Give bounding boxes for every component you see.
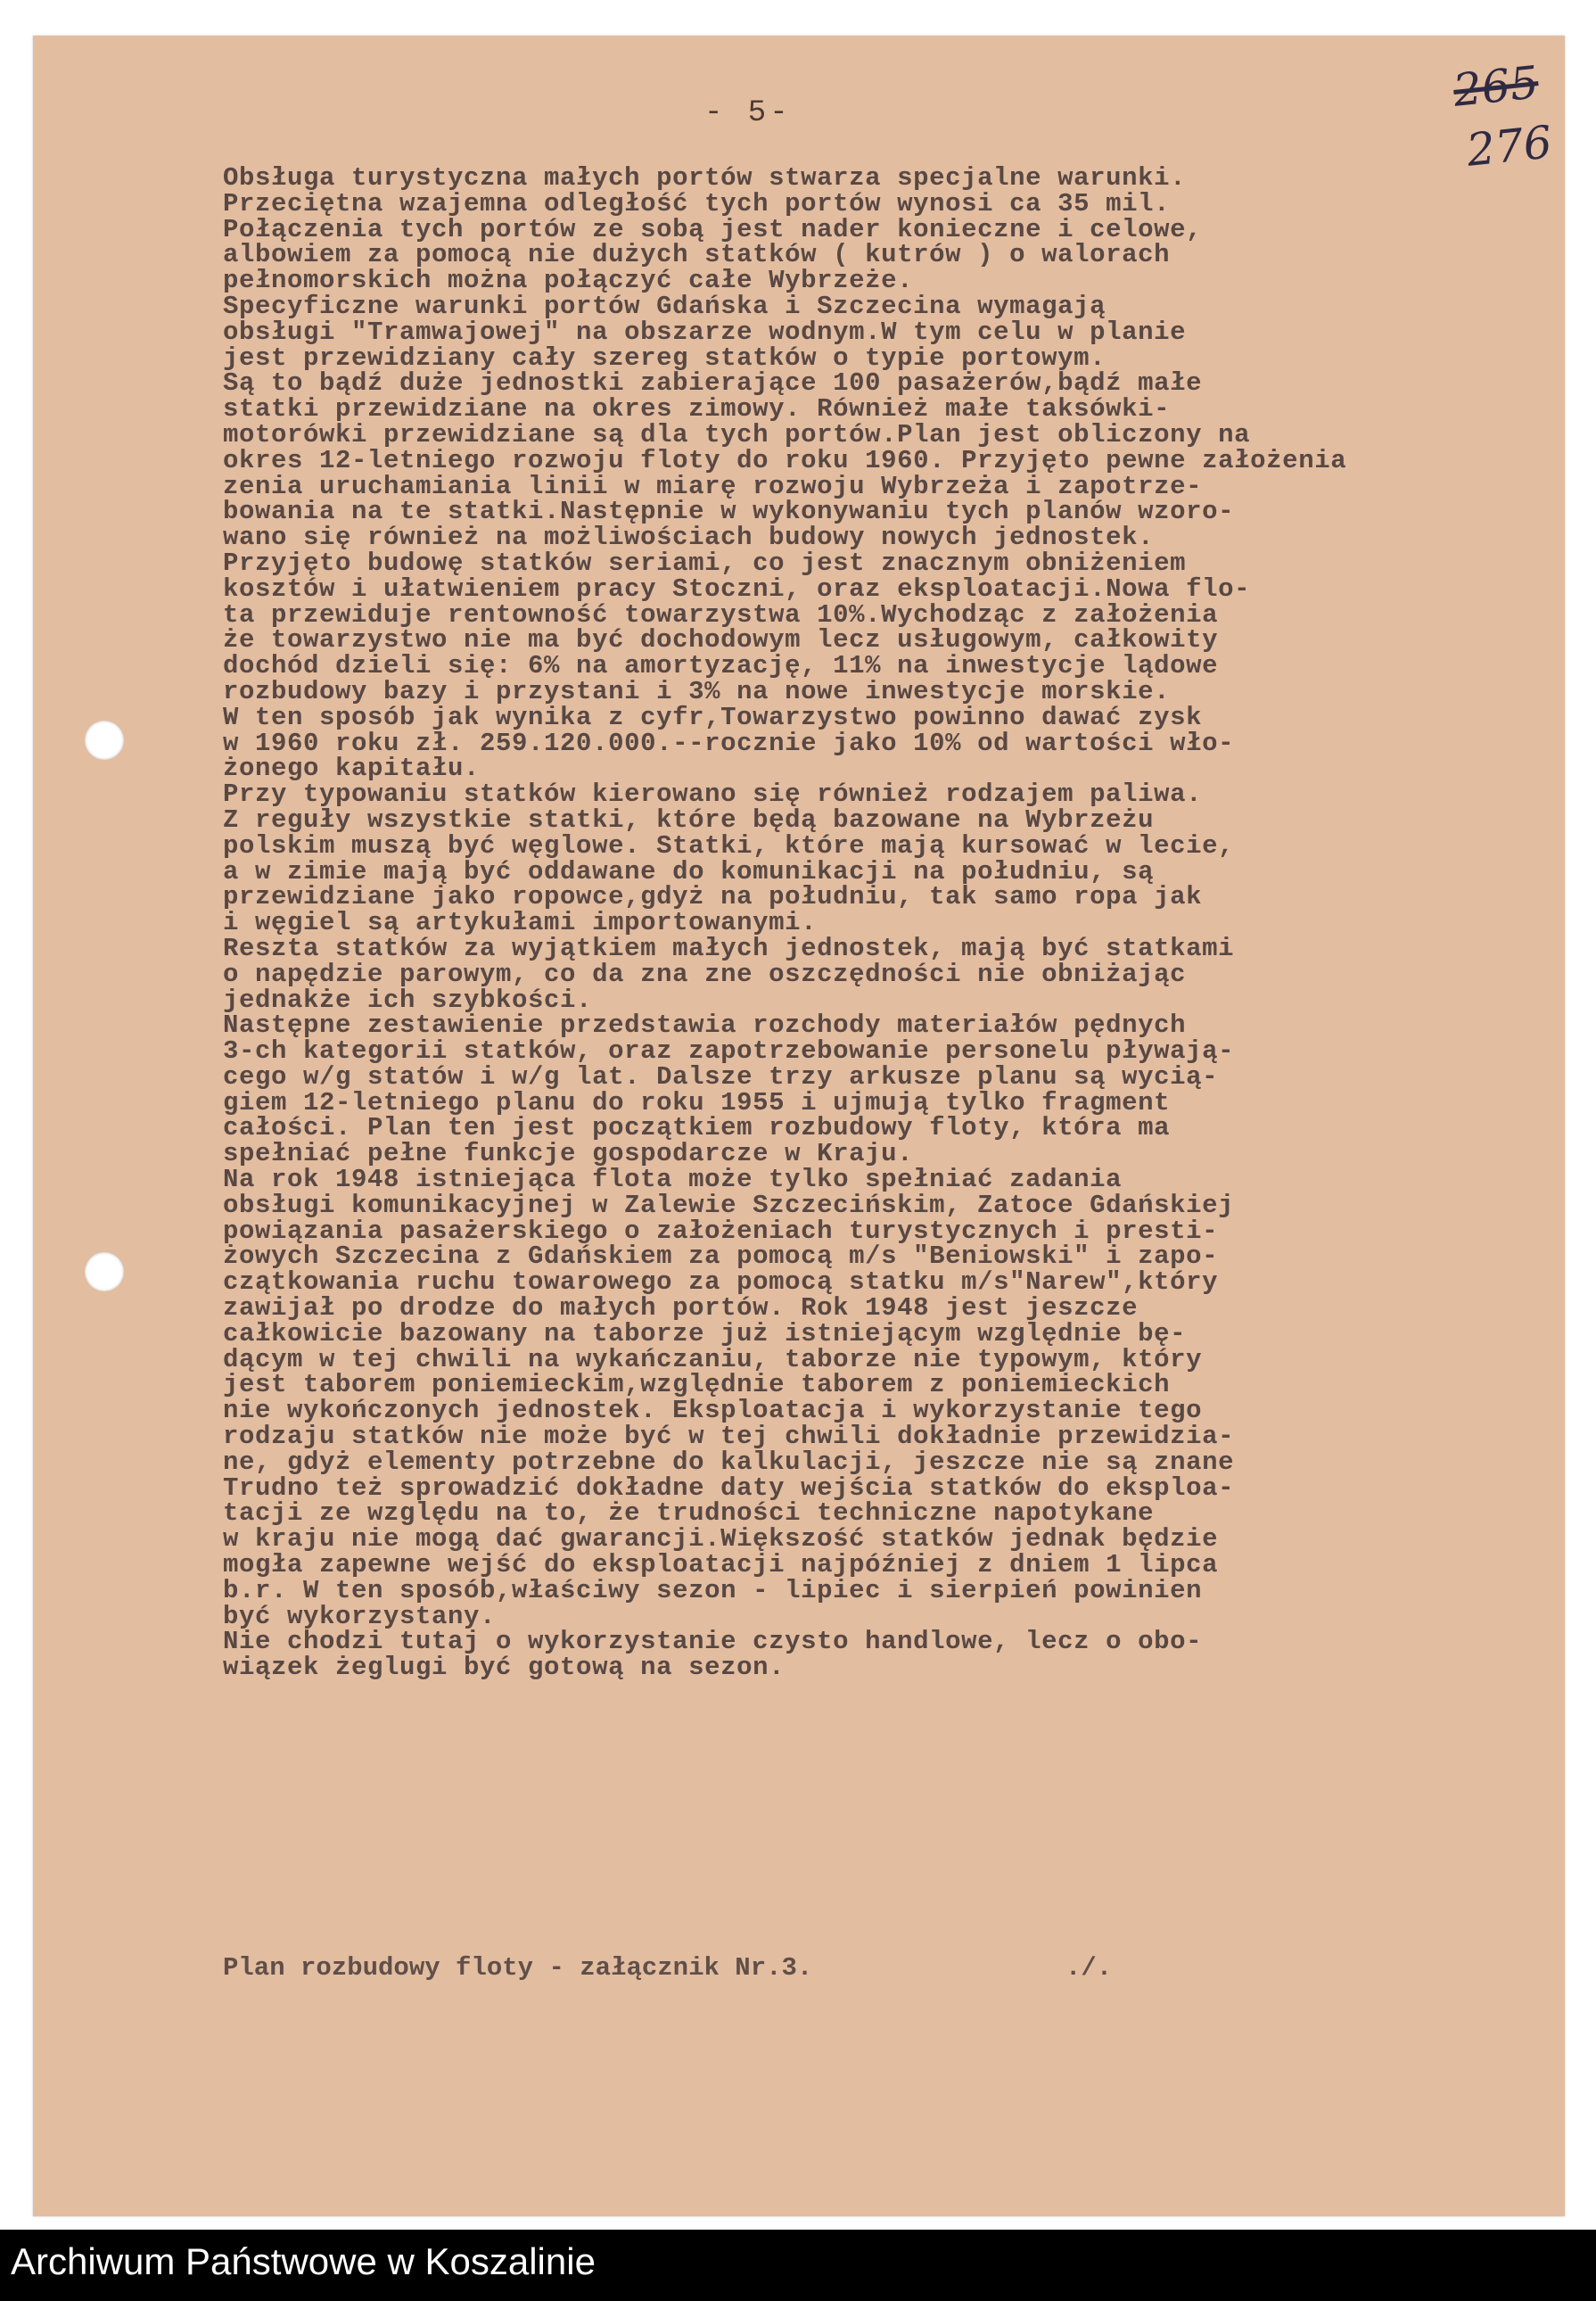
text-line: Połączenia tych portów ze sobą jest nader konieczne i celowe, bbox=[223, 214, 1203, 244]
text-line: pełnomorskich można połączyć całe Wybrzeże. bbox=[223, 266, 914, 296]
text-line: całości. Plan ten jest początkiem rozbudowy floty, która ma bbox=[223, 1113, 1171, 1143]
text-line: w kraju nie mogą dać gwarancji.Większość statków jednak będzie bbox=[223, 1524, 1219, 1555]
archive-number: 276 bbox=[1464, 116, 1555, 177]
text-line: zenia uruchamiania linii w miarę rozwoju Wybrzeża i zapotrze- bbox=[223, 471, 1203, 501]
text-line: Z reguły wszystkie statki, które będą bazowane na Wybrzeżu bbox=[223, 804, 1155, 835]
text-line: dącym w tej chwili na wykańczaniu, taborze nie typowym, który bbox=[223, 1344, 1203, 1374]
text-line: Specyficzne warunki portów Gdańska i Szczecina wymagają bbox=[223, 291, 1107, 321]
text-line: dochód dzieli się: 6% na amortyzację, 11% na inwestycje lądowe bbox=[223, 651, 1219, 681]
text-line: polskim muszą być węglowe. Statki, które mają kursować w lecie, bbox=[223, 830, 1235, 861]
text-line: kosztów i ułatwieniem pracy Stoczni, oraz eksploatacji.Nowa flo- bbox=[223, 573, 1251, 604]
text-line: jest przewidziany cały szereg statków o typie portowym. bbox=[223, 342, 1107, 373]
text-line: Obsługa turystyczna małych portów stwarza specjalne warunki. bbox=[223, 163, 1187, 193]
text-line: jednakże ich szybkości. bbox=[223, 985, 593, 1015]
archive-number-crossed: 265 bbox=[1451, 56, 1542, 117]
typed-letter-body bbox=[223, 163, 1489, 1683]
text-line: ne, gdyż elementy potrzebne do kalkulacji, jeszcze nie są znane bbox=[223, 1447, 1235, 1477]
text-line: rozbudowy bazy i przystani i 3% na nowe inwestycje morskie. bbox=[223, 676, 1171, 706]
text-line: powiązania pasażerskiego o założeniach turystycznych i presti- bbox=[223, 1216, 1219, 1246]
text-line: nie wykończonych jednostek. Eksploatacja i wykorzystanie tego bbox=[223, 1396, 1203, 1426]
text-line: Są to bądź duże jednostki zabierające 100 pasażerów,bądź małe bbox=[223, 368, 1203, 399]
text-line: spełniać pełne funkcje gospodarcze w Kraju. bbox=[223, 1139, 914, 1169]
text-line: obsługi komunikacyjnej w Zalewie Szczecińskim, Zatoce Gdańskiej bbox=[223, 1190, 1235, 1220]
punch-hole-bottom bbox=[85, 1252, 124, 1291]
text-line: i węgiel są artykułami importowanymi. bbox=[223, 908, 818, 938]
archive-footer bbox=[0, 2230, 1596, 2301]
text-line: ta przewiduje rentowność towarzystwa 10%.Wychodząc z założenia bbox=[223, 599, 1219, 630]
text-line: Przyjęto budowę statków seriami, co jest znacznym obniżeniem bbox=[223, 548, 1187, 578]
text-line: tacji ze względu na to, że trudności techniczne napotykane bbox=[223, 1498, 1155, 1529]
text-line: Trudno też sprowadzić dokładne daty wejścia statków do eksploa- bbox=[223, 1472, 1235, 1503]
text-line: wiązek żeglugi być gotową na sezon. bbox=[223, 1653, 786, 1683]
text-line: żowych Szczecina z Gdańskiem za pomocą m/s "Beniowski" i zapo- bbox=[223, 1241, 1219, 1272]
text-line: okres 12-letniego rozwoju floty do roku 1960. Przyjęto pewne założenia bbox=[223, 445, 1347, 475]
text-line: bowania na te statki.Następnie w wykonywaniu tych planów wzoro- bbox=[223, 497, 1235, 527]
text-line: całkowicie bazowany na taborze już istniejącym względnie bę- bbox=[223, 1318, 1187, 1348]
text-line: 3-ch kategorii statków, oraz zapotrzebowanie personelu pływają- bbox=[223, 1036, 1235, 1067]
text-line: wano się również na możliwościach budowy nowych jednostek. bbox=[223, 523, 1155, 553]
text-line: być wykorzystany. bbox=[223, 1601, 497, 1631]
text-line: cego w/g statów i w/g lat. Dalsze trzy arkusze planu są wycią- bbox=[223, 1061, 1219, 1092]
text-line: w 1960 roku zł. 259.120.000.--rocznie jako 10% od wartości wło- bbox=[223, 728, 1235, 758]
text-line: albowiem za pomocą nie dużych statków ( kutrów ) o walorach bbox=[223, 240, 1171, 270]
text-line: Przy typowaniu statków kierowano się również rodzajem paliwa. bbox=[223, 779, 1203, 810]
text-line: a w zimie mają być oddawane do komunikacji na południu, są bbox=[223, 856, 1155, 887]
text-line: rodzaju statków nie może być w tej chwili dokładnie przewidzia- bbox=[223, 1422, 1235, 1452]
text-line: motorówki przewidziane są dla tych portów.Plan jest obliczony na bbox=[223, 419, 1251, 449]
text-line: przewidziane jako ropowce,gdyż na południu, tak samo ropa jak bbox=[223, 882, 1203, 912]
attachment-reference: Plan rozbudowy floty - załącznik Nr.3. bbox=[223, 1953, 813, 1983]
punch-hole-top bbox=[85, 721, 124, 760]
text-line: czątkowania ruchu towarowego za pomocą statku m/s"Narew",który bbox=[223, 1267, 1219, 1298]
text-line: o napędzie parowym, co da zna zne oszczędności nie obniżając bbox=[223, 959, 1187, 989]
text-line: b.r. W ten sposób,właściwy sezon - lipiec i sierpień powinien bbox=[223, 1575, 1203, 1605]
text-line: Przeciętna wzajemna odległość tych portów wynosi ca 35 mil. bbox=[223, 188, 1171, 219]
text-line: Nie chodzi tutaj o wykorzystanie czysto handlowe, lecz o obo- bbox=[223, 1627, 1203, 1657]
text-line: W ten sposób jak wynika z cyfr,Towarzystwo powinno dawać zysk bbox=[223, 702, 1203, 732]
text-line: Reszta statków za wyjątkiem małych jednostek, mają być statkami bbox=[223, 933, 1235, 963]
text-line: mogła zapewne wejść do eksploatacji najpóźniej z dniem 1 lipca bbox=[223, 1550, 1219, 1580]
archive-name: Archiwum Państwowe w Koszalinie bbox=[11, 2240, 596, 2282]
text-line: Następne zestawienie przedstawia rozchody materiałów pędnych bbox=[223, 1010, 1187, 1041]
text-line: żonego kapitału. bbox=[223, 754, 481, 784]
text-line: jest taborem poniemieckim,względnie taborem z poniemieckich bbox=[223, 1370, 1171, 1400]
text-line: statki przewidziane na okres zimowy. Również małe taksówki- bbox=[223, 394, 1171, 425]
text-line: obsługi "Tramwajowej" na obszarze wodnym.W tym celu w planie bbox=[223, 317, 1187, 347]
text-line: Na rok 1948 istniejąca flota może tylko spełniać zadania bbox=[223, 1165, 1123, 1195]
closing-mark: ./. bbox=[1065, 1953, 1113, 1983]
page-number: - 5- bbox=[704, 96, 792, 130]
text-line: zawijał po drodze do małych portów. Rok 1948 jest jeszcze bbox=[223, 1293, 1139, 1324]
text-line: że towarzystwo nie ma być dochodowym lecz usługowym, całkowity bbox=[223, 625, 1219, 656]
text-line: giem 12-letniego planu do roku 1955 i ujmują tylko fragment bbox=[223, 1087, 1171, 1118]
